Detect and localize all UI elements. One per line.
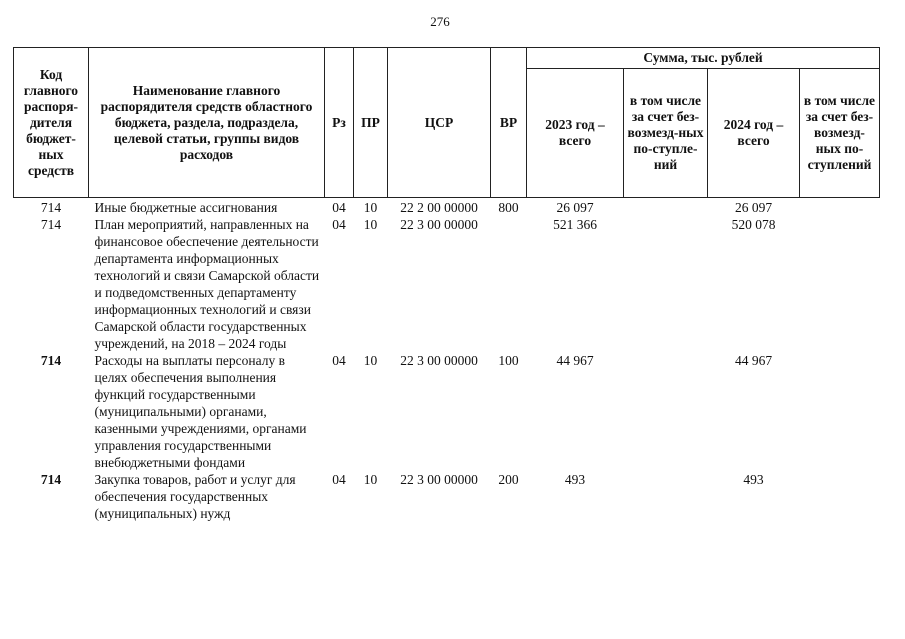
row-vr [491, 216, 527, 352]
row-code: 714 [40, 472, 62, 487]
row-rz: 04 [332, 472, 346, 487]
row-total-2023: 44 967 [556, 353, 594, 368]
row-csr: 22 3 00 00000 [400, 353, 478, 368]
row-name: Иные бюджетные ассигнования [94, 200, 278, 215]
header-free-2024: в том числе за счет без-возмезд-ных по-ступлений [800, 69, 880, 198]
row-free-2023 [624, 352, 708, 471]
row-csr: 22 3 00 00000 [400, 472, 478, 487]
row-code: 714 [40, 353, 62, 368]
table-body [14, 198, 880, 523]
row-total-2024: 493 [743, 472, 764, 487]
row-pr: 10 [363, 200, 378, 215]
row-csr: 22 3 00 00000 [400, 217, 478, 232]
page-number: 276 [430, 14, 450, 29]
row-total-2024: 44 967 [734, 353, 773, 368]
row-total-2023: 521 366 [553, 217, 597, 232]
row-free-2023 [624, 471, 708, 522]
row-total-2023: 493 [564, 472, 586, 487]
row-free-2024 [800, 471, 880, 522]
table-row [14, 471, 880, 522]
row-free-2024 [800, 352, 880, 471]
row-free-2024 [800, 198, 880, 217]
table-row [14, 352, 880, 471]
row-rz: 04 [332, 200, 346, 215]
header-csr: ЦСР [388, 48, 491, 198]
table-row [14, 198, 880, 217]
table-row [14, 216, 880, 352]
header-free-2023: в том числе за счет без-возмезд-ных по-ступле-ний [624, 69, 708, 198]
row-rz: 04 [332, 353, 346, 368]
row-code: 714 [40, 200, 62, 215]
row-name: План мероприятий, направленных на финансовое обеспечение деятельности департамента информационных технологий и связи Самарской области и подведомственных департаменту информационных технологий и связи Самарской области государственных учреждений, на 2018 – 2024 годы [94, 217, 320, 351]
row-code: 714 [40, 217, 62, 232]
header-total-2024: 2024 год – всего [708, 69, 800, 198]
row-free-2023 [624, 216, 708, 352]
header-rz: Рз [325, 48, 354, 198]
header-sum: Сумма, тыс. рублей [527, 48, 880, 69]
row-total-2024: 26 097 [734, 200, 773, 215]
row-free-2024 [800, 216, 880, 352]
row-pr: 10 [363, 217, 378, 232]
row-total-2024: 520 078 [731, 217, 776, 232]
header-name: Наименование главного распорядителя средств областного бюджета, раздела, подраздела, целевой статьи, группы видов расходов [89, 48, 325, 198]
row-pr: 10 [363, 472, 378, 487]
row-vr: 200 [498, 472, 519, 487]
row-csr: 22 2 00 00000 [400, 200, 478, 215]
row-name: Расходы на выплаты персоналу в целях обеспечения выполнения функций государственными (муниципальными) органами, казенными учреждениями, органами управления государственными внебюджетными фондами [94, 353, 307, 470]
row-name: Закупка товаров, работ и услуг для обеспечения государственных (муниципальных) нужд [94, 472, 296, 521]
row-rz: 04 [332, 217, 346, 232]
header-total-2023: 2023 год – всего [527, 69, 624, 198]
header-pr: ПР [354, 48, 388, 198]
row-vr: 800 [498, 200, 519, 215]
row-free-2023 [624, 198, 708, 217]
header-vr: ВР [491, 48, 527, 198]
row-vr: 100 [498, 353, 519, 368]
row-total-2023: 26 097 [556, 200, 594, 215]
budget-table [13, 47, 880, 522]
row-pr: 10 [363, 353, 378, 368]
table-header [14, 48, 880, 198]
header-code: Код главного распоря-дителя бюджет-ных средств [14, 48, 89, 198]
